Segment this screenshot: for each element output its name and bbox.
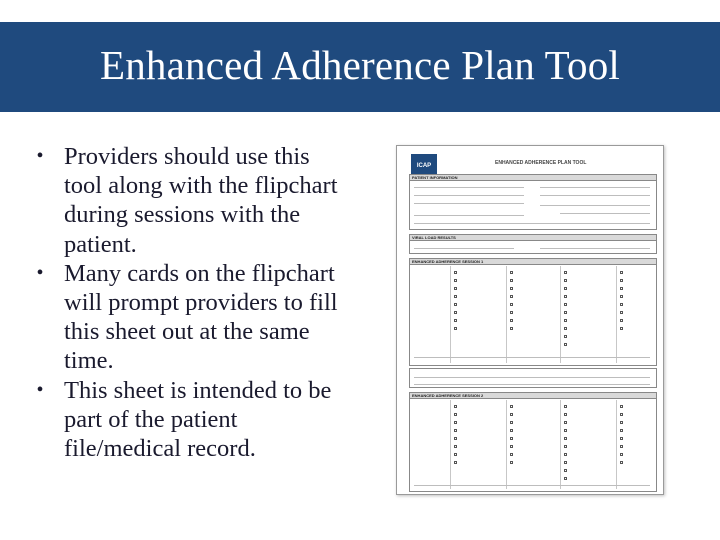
form-title: ENHANCED ADHERENCE PLAN TOOL: [495, 160, 587, 166]
section-header: VIRAL LOAD RESULTS: [410, 235, 656, 241]
title-bar: [0, 22, 720, 112]
bullet-text: Providers should use this tool along with the flipchart during sessions with the patient.: [64, 143, 338, 258]
slide-title: Enhanced Adherence Plan Tool: [99, 42, 620, 88]
form-section-viral-load: [409, 234, 657, 254]
bullet-item: [30, 259, 350, 376]
bullet-item: [30, 376, 350, 464]
form-section-session-2: [409, 392, 657, 492]
bullet-icon: •: [36, 378, 44, 401]
form-section-session-1: [409, 258, 657, 366]
bullet-icon: •: [36, 145, 44, 167]
bullet-text: Many cards on the flipchart will prompt providers to fill this sheet out at the same time.: [64, 259, 338, 375]
form-section-patient: [409, 174, 657, 230]
bullet-text: This sheet is intended to be part of the patient file/medical record.: [64, 376, 332, 463]
bullet-list: [30, 142, 350, 463]
section-header: ENHANCED ADHERENCE SESSION 2: [410, 393, 656, 399]
bullet-item: [30, 142, 350, 259]
form-section-comments: [409, 368, 657, 388]
section-header: PATIENT INFORMATION: [410, 175, 656, 181]
icap-logo: ICAP: [411, 154, 437, 178]
bullet-icon: •: [36, 261, 44, 284]
section-header: ENHANCED ADHERENCE SESSION 1: [410, 259, 656, 265]
adherence-form-image: [396, 145, 664, 495]
